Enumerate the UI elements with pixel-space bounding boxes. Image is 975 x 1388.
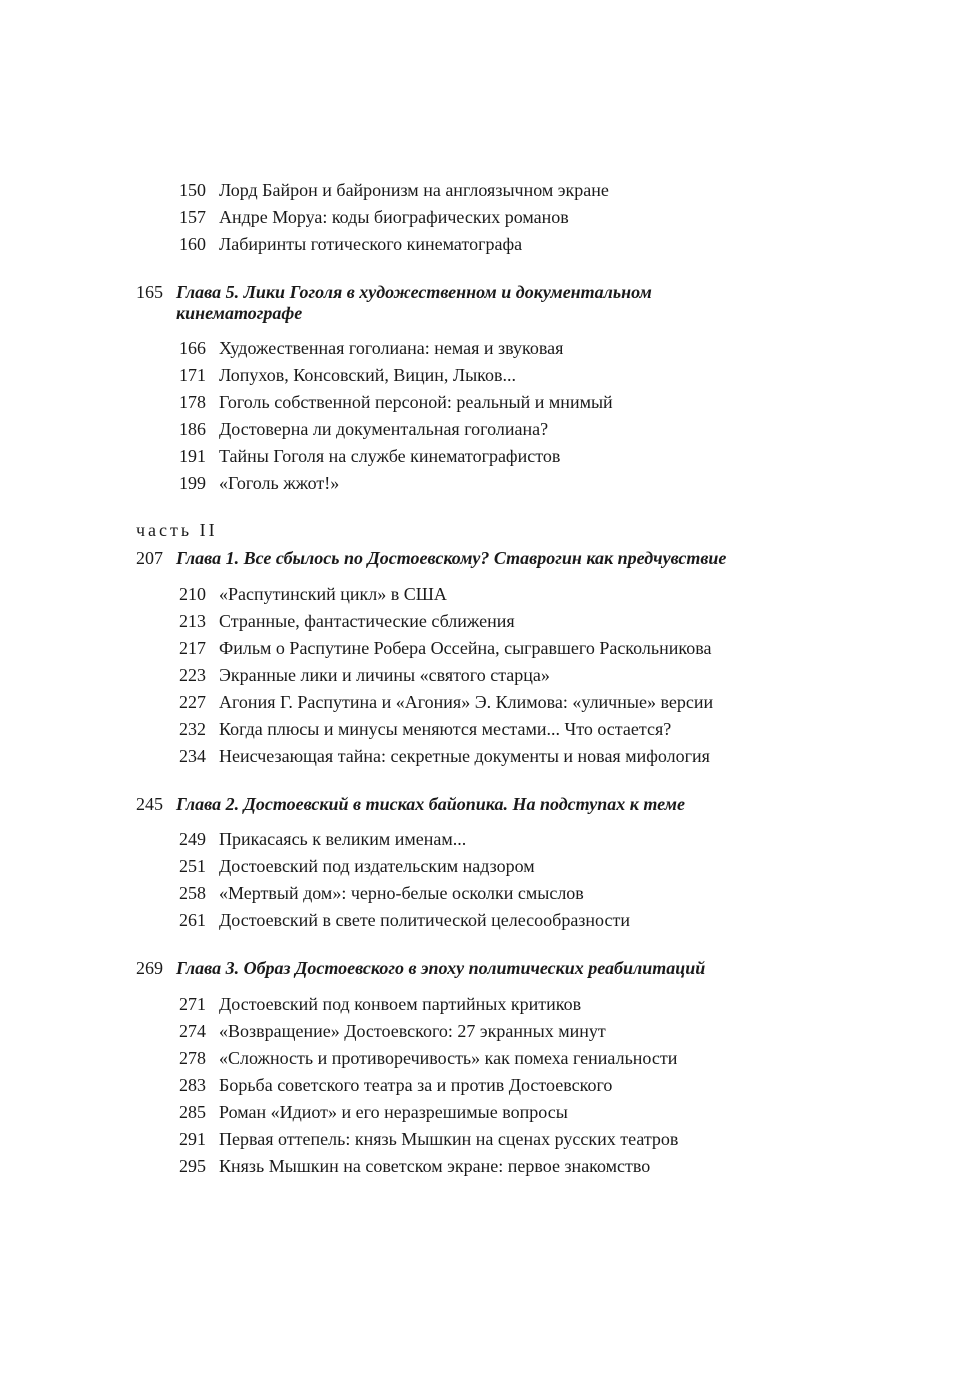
toc-entry (176, 1102, 568, 1123)
page-number: 166 (179, 338, 206, 358)
page-number: 278 (179, 1048, 206, 1068)
toc-entry (176, 392, 613, 413)
page-number: 271 (179, 994, 206, 1014)
entry-title: «Гоголь жжот!» (219, 473, 340, 493)
page-number: 160 (179, 234, 206, 254)
page-number: 178 (179, 392, 206, 412)
toc-entry (176, 1075, 612, 1096)
page-number: 285 (179, 1102, 206, 1122)
toc-entry (176, 365, 516, 386)
page-number: 171 (179, 365, 206, 385)
chapter-heading (136, 548, 726, 569)
page-number: 283 (179, 1075, 206, 1095)
part-label: часть II (136, 520, 218, 540)
entry-title: Достоевский под издательским надзором (219, 856, 535, 876)
page-number: 251 (179, 856, 206, 876)
toc-entry (176, 994, 581, 1015)
page-number: 269 (136, 958, 163, 978)
entry-title: Лопухов, Консовский, Вицин, Лыков... (219, 365, 516, 385)
entry-title: Борьба советского театра за и против Достоевского (219, 1075, 613, 1095)
entry-title: Фильм о Распутине Робера Оссейна, сыгравшего Раскольникова (219, 638, 712, 658)
entry-title: Первая оттепель: князь Мышкин на сценах русских театров (219, 1129, 679, 1149)
page-number: 210 (179, 584, 206, 604)
page-number: 165 (136, 282, 163, 302)
toc-entry (176, 207, 569, 228)
chapter-title: Глава 1. Все сбылось по Достоевскому? Ставрогин как предчувствие (176, 548, 727, 568)
entry-title: Роман «Идиот» и его неразрешимые вопросы (219, 1102, 568, 1122)
entry-title: «Распутинский цикл» в США (219, 584, 447, 604)
entry-title: Художественная гоголиана: немая и звуковая (219, 338, 564, 358)
toc-entry (176, 638, 711, 659)
chapter-title: Глава 5. Лики Гоголя в художественном и документальном кинематографе (176, 282, 652, 323)
entry-title: Неисчезающая тайна: секретные документы и новая мифология (219, 746, 710, 766)
entry-title: Лабиринты готического кинематографа (219, 234, 523, 254)
page-number: 157 (179, 207, 206, 227)
chapter-title: Глава 2. Достоевский в тисках байопика. На подступах к теме (176, 794, 685, 814)
toc-entry (176, 665, 550, 686)
page-number: 199 (179, 473, 206, 493)
chapter-heading (136, 958, 705, 979)
chapter-heading (136, 282, 652, 324)
entry-title: Когда плюсы и минусы меняются местами... Что остается? (219, 719, 672, 739)
toc-entry (176, 692, 713, 713)
page-number: 227 (179, 692, 206, 712)
page-number: 191 (179, 446, 206, 466)
page-number: 261 (179, 910, 206, 930)
toc-entry (176, 1021, 606, 1042)
chapter-title: Глава 3. Образ Достоевского в эпоху политических реабилитаций (176, 958, 706, 978)
page-number: 186 (179, 419, 206, 439)
entry-title: Достоевский в свете политической целесообразности (219, 910, 630, 930)
page-number: 249 (179, 829, 206, 849)
toc-entry (176, 419, 548, 440)
entry-title: Андре Моруа: коды биографических романов (219, 207, 569, 227)
entry-title: Достоверна ли документальная гоголиана? (219, 419, 549, 439)
toc-entry (176, 910, 630, 931)
toc-entry (176, 234, 522, 255)
page-number: 291 (179, 1129, 206, 1149)
page-number: 234 (179, 746, 206, 766)
page-number: 232 (179, 719, 206, 739)
page-number: 223 (179, 665, 206, 685)
entry-title: Князь Мышкин на советском экране: первое знакомство (219, 1156, 651, 1176)
toc-entry (176, 746, 710, 767)
toc-entry (176, 1048, 677, 1069)
entry-title: Гоголь собственной персоной: реальный и мнимый (219, 392, 613, 412)
toc-entry (176, 338, 563, 359)
page-number: 245 (136, 794, 163, 814)
toc-entry (176, 611, 515, 632)
toc-entry (176, 829, 466, 850)
entry-title: Агония Г. Распутина и «Агония» Э. Климова: «уличные» версии (219, 692, 714, 712)
toc-entry (176, 856, 535, 877)
toc-entry (176, 584, 447, 605)
entry-title: Тайны Гоголя на службе кинематографистов (219, 446, 561, 466)
chapter-heading (136, 794, 685, 815)
page-number: 150 (179, 180, 206, 200)
page-number: 274 (179, 1021, 206, 1041)
page-number: 207 (136, 548, 163, 568)
toc-entry (176, 446, 560, 467)
toc-entry (176, 473, 339, 494)
entry-title: «Сложность и противоречивость» как помеха гениальности (219, 1048, 678, 1068)
entry-title: «Мертвый дом»: черно-белые осколки смыслов (219, 883, 584, 903)
toc-entry (176, 1156, 650, 1177)
entry-title: Прикасаясь к великим именам... (219, 829, 467, 849)
entry-title: Лорд Байрон и байронизм на англоязычном экране (219, 180, 609, 200)
entry-title: Странные, фантастические сближения (219, 611, 515, 631)
page-number: 258 (179, 883, 206, 903)
entry-title: Достоевский под конвоем партийных критиков (219, 994, 582, 1014)
toc-entry (176, 1129, 678, 1150)
page-number: 217 (179, 638, 206, 658)
page-number: 213 (179, 611, 206, 631)
entry-title: Экранные лики и личины «святого старца» (219, 665, 550, 685)
toc-entry (176, 719, 671, 740)
entry-title: «Возвращение» Достоевского: 27 экранных минут (219, 1021, 606, 1041)
toc-entry (176, 180, 609, 201)
toc-entry (176, 883, 584, 904)
page-number: 295 (179, 1156, 206, 1176)
